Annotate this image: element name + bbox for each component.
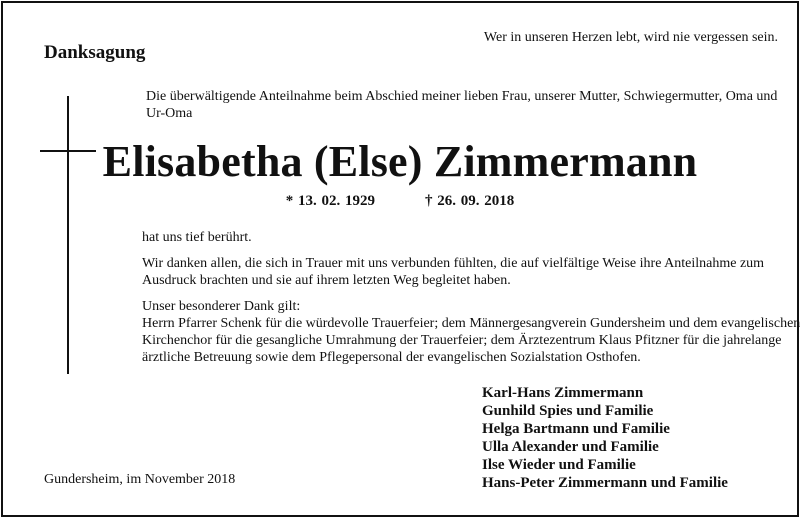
special-thanks-line: Kirchenchor für die gesangliche Umrahmung der Trauerfeier; dem Ärztezentrum Klaus Pfitzner für die jahrelange bbox=[142, 333, 782, 348]
thanks-text: Wir danken allen, die sich in Trauer mit uns verbunden fühlten, die auf vielfältige Weise ihre Anteilnahme zum Ausdruck brachten und sie auf ihrem letzten Weg begleitet haben. bbox=[142, 256, 765, 288]
life-dates bbox=[0, 193, 800, 210]
moved-text: hat uns tief berührt. bbox=[142, 230, 252, 245]
special-thanks bbox=[142, 298, 800, 366]
place-date: Gundersheim, im November 2018 bbox=[44, 472, 236, 487]
signer: Ulla Alexander und Familie bbox=[482, 439, 659, 455]
death-date: † 26. 09. 2018 bbox=[425, 193, 515, 209]
heading: Danksagung bbox=[44, 42, 146, 63]
intro-text: Die überwältigende Anteilnahme beim Abschied meiner lieben Frau, unserer Mutter, Schwiegermutter, Oma und Ur-Oma bbox=[146, 89, 778, 121]
special-thanks-line: Unser besonderer Dank gilt: bbox=[142, 299, 301, 314]
signer: Hans-Peter Zimmermann und Familie bbox=[482, 475, 728, 491]
special-thanks-line: ärztliche Betreuung sowie dem Pflegepersonal der evangelischen Sozialstation Osthofen. bbox=[142, 350, 641, 365]
signers-list bbox=[482, 384, 728, 492]
signer: Gunhild Spies und Familie bbox=[482, 403, 654, 419]
deceased-name: Elisabetha (Else) Zimmermann bbox=[102, 137, 698, 186]
motto: Wer in unseren Herzen lebt, wird nie vergessen sein. bbox=[483, 30, 778, 45]
signer: Helga Bartmann und Familie bbox=[482, 421, 670, 437]
birth-date: * 13. 02. 1929 bbox=[285, 193, 375, 209]
signer: Ilse Wieder und Familie bbox=[482, 457, 636, 473]
signer: Karl-Hans Zimmermann bbox=[482, 385, 644, 401]
special-thanks-line: Herrn Pfarrer Schenk für die würdevolle Trauerfeier; dem Männergesangverein Gundersheim und dem evangelischen bbox=[142, 316, 800, 331]
